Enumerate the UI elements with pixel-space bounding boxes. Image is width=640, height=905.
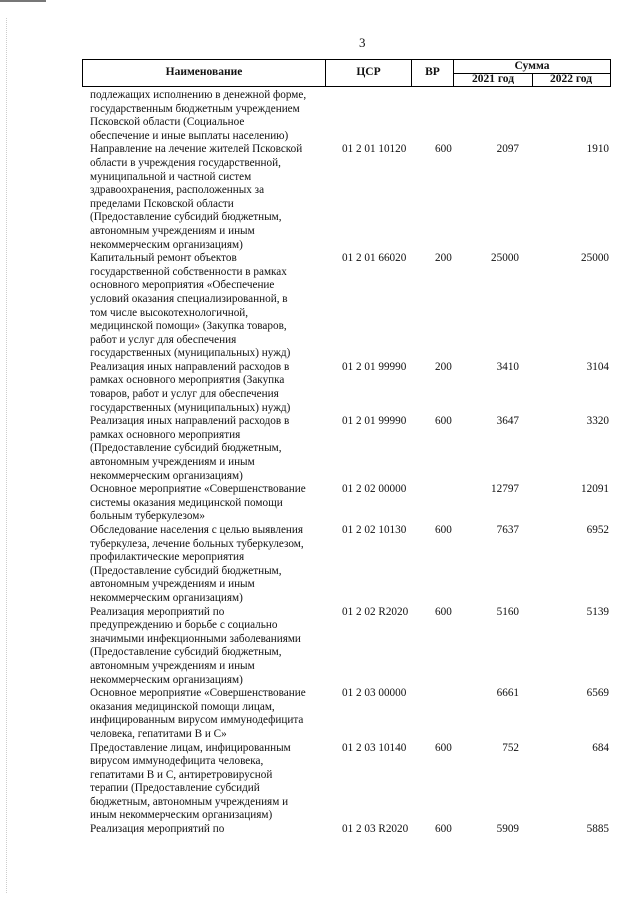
table-row [90, 361, 610, 415]
header-vr: ВР [411, 60, 453, 86]
row-csr: 01 2 02 R2020 [342, 605, 409, 618]
header-sum-group [453, 60, 610, 86]
scan-edge-line [6, 18, 7, 893]
row-value-2022: 6569 [586, 687, 609, 700]
row-vr: 600 [435, 524, 452, 536]
table-row [90, 687, 610, 741]
row-value-2022: 1910 [586, 143, 609, 156]
row-value-2021: 25000 [491, 252, 519, 265]
row-value-2022: 12091 [581, 483, 609, 496]
table-row [90, 823, 610, 837]
header-sum: Сумма [454, 60, 610, 74]
row-vr: 600 [435, 415, 452, 428]
row-name: Основное мероприятие «Совершенствование оказания медицинской помощи лицам, инфицированным вирусом иммунодефицита человека, гепатитами В и С» [90, 687, 306, 740]
table-row [90, 524, 610, 606]
row-value-2021: 5909 [496, 823, 519, 836]
table-row [90, 252, 610, 361]
row-value-2021: 7637 [496, 524, 519, 536]
row-vr: 600 [435, 823, 452, 836]
row-value-2022: 6952 [586, 524, 609, 536]
row-value-2021: 3410 [496, 360, 519, 373]
row-value-2022: 3320 [586, 415, 609, 428]
row-csr: 01 2 01 66020 [342, 252, 407, 265]
row-csr: 01 2 03 00000 [342, 687, 407, 700]
table-row [90, 415, 610, 483]
row-value-2021: 12797 [491, 483, 519, 496]
scan-corner-mark [0, 0, 46, 2]
header-name: Наименование [165, 66, 243, 79]
row-value-2021: 5160 [496, 605, 519, 618]
page-number: 3 [359, 35, 366, 50]
row-name: Реализация иных направлений расходов в рамках основного мероприятия (Закупка товаров, работ и услуг для обеспечения государственных (муниципальных) нужд) [90, 360, 291, 414]
header-year-2022: 2022 год [549, 72, 593, 85]
row-name: Реализация мероприятий по [90, 823, 225, 836]
table-row [90, 143, 610, 252]
row-value-2022: 684 [592, 741, 609, 754]
row-value-2022: 25000 [581, 252, 609, 265]
row-vr: 600 [435, 741, 452, 754]
table-row [90, 606, 610, 688]
row-value-2021: 752 [502, 741, 519, 754]
table-row [90, 742, 610, 824]
header-csr: ЦСР [325, 60, 411, 86]
row-value-2022: 5885 [586, 823, 609, 836]
row-value-2022: 5139 [586, 605, 609, 618]
table-row [90, 483, 610, 524]
table-header [82, 59, 611, 87]
table-row [90, 89, 610, 143]
row-vr: 200 [435, 360, 452, 373]
row-csr: 01 2 01 99990 [342, 360, 407, 373]
row-value-2021: 3647 [496, 415, 519, 428]
row-name: Реализация мероприятий по предупреждению и борьбе с социально значимыми инфекционными заболеваниями (Предоставление субсидий бюджетным, автономным учреждениям и иным некоммерческим организациям) [90, 605, 301, 686]
row-value-2022: 3104 [586, 360, 609, 373]
row-vr: 600 [435, 143, 452, 156]
row-csr: 01 2 02 00000 [342, 483, 407, 496]
row-name: Направление на лечение жителей Псковской области в учреждения государственной, муниципальной и частной систем здравоохранения, расположенных за пределами Псковской области (Предоставление субсидий бюджетным, автономным учреждениям и иным некоммерческим организациям) [90, 143, 303, 251]
row-name: Основное мероприятие «Совершенствование системы оказания медицинской помощи больным туберкулезом» [90, 483, 306, 523]
header-year-2021: 2021 год [454, 73, 533, 86]
row-name: Предоставление лицам, инфицированным вирусом иммунодефицита человека, гепатитами В и С, антиретровирусной терапии (Предоставление субсидий бюджетным, автономным учреждениям и иным некоммерческим организациям) [90, 741, 291, 822]
row-csr: 01 2 01 99990 [342, 415, 407, 428]
row-csr: 01 2 02 10130 [342, 524, 407, 536]
row-vr: 200 [435, 252, 452, 265]
row-csr: 01 2 01 10120 [342, 143, 407, 156]
row-vr: 600 [435, 605, 452, 618]
row-name: Капитальный ремонт объектов государственной собственности в рамках основного мероприятия «Обеспечение условий оказания специализированной, в том числе высокотехнологичной, медицинской помощи» (Закупка товаров, работ и услуг для обеспечения государственных (муниципальных) нужд) [90, 252, 291, 360]
row-value-2021: 6661 [496, 687, 519, 700]
row-name: Обследование населения с целью выявления туберкулеза, лечение больных туберкулезом, профилактические мероприятия (Предоставление субсидий бюджетным, автономным учреждениям и иным некоммерческим организациям) [90, 524, 304, 604]
row-csr: 01 2 03 10140 [342, 741, 407, 754]
row-csr: 01 2 03 R2020 [342, 823, 409, 836]
row-name: Реализация иных направлений расходов в рамках основного мероприятия (Предоставление субсидий бюджетным, автономным учреждениям и иным некоммерческим организациям) [90, 415, 290, 482]
table-body [90, 89, 610, 837]
row-name: подлежащих исполнению в денежной форме, государственным бюджетным учреждением Псковской области (Социальное обеспечение и иные выплаты населению) [90, 89, 307, 142]
row-value-2021: 2097 [496, 143, 519, 156]
